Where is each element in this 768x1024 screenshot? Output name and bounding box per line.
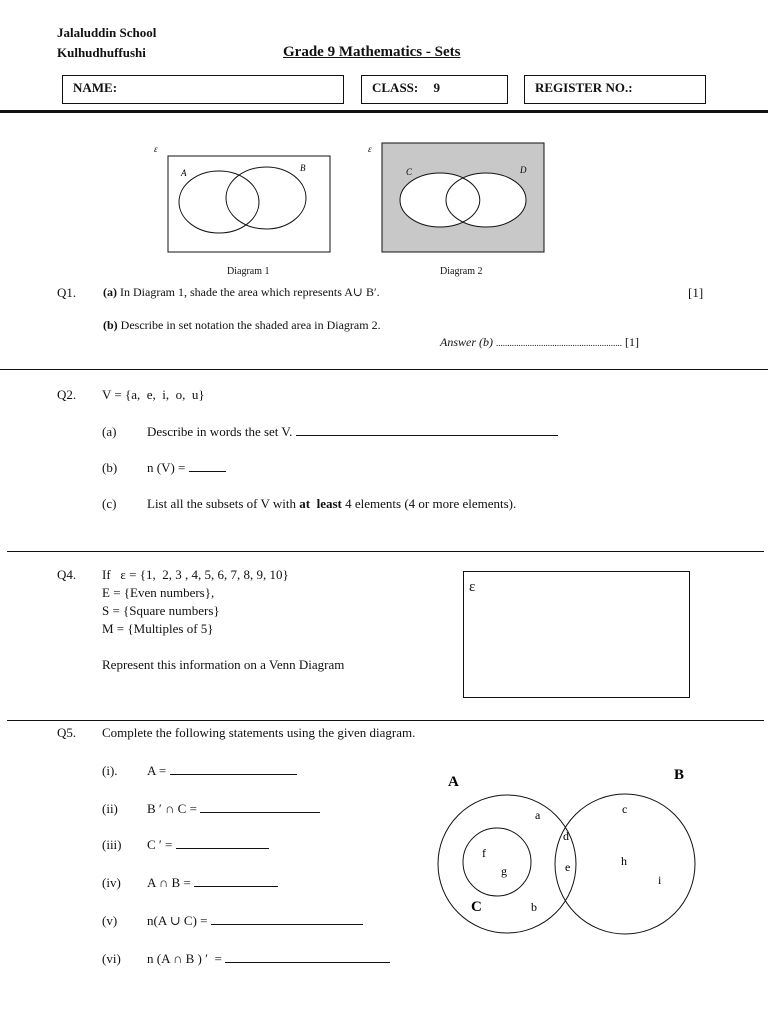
q2c-question-part2: 4 elements (4 or more elements). <box>345 496 517 511</box>
q4-set-m: M = {Multiples of 5} <box>102 621 214 636</box>
q4-divider <box>7 720 764 721</box>
q5-item-6-blank[interactable] <box>225 962 390 963</box>
q1-number: Q1. <box>57 285 77 300</box>
class-field[interactable] <box>361 75 508 104</box>
diagram-2-label-c: C <box>406 167 413 177</box>
q2a-row <box>147 424 558 440</box>
venn-element-c: c <box>622 802 628 816</box>
q2a-label: (a) <box>102 424 117 439</box>
diagram-1-universal: ε <box>154 144 158 154</box>
q5-item-6-label: (vi) <box>102 951 121 966</box>
q2-set-definition: V = {a, e, i, o, u} <box>102 387 205 402</box>
header-divider <box>0 110 768 113</box>
q1b-marks: [1] <box>625 335 639 349</box>
diagram-2 <box>364 140 554 260</box>
q5-item-3-text: C ′ = <box>147 837 173 852</box>
register-label: REGISTER NO.: <box>535 80 633 95</box>
q5-item-1-blank[interactable] <box>170 774 297 775</box>
q1b-answer-line[interactable] <box>440 335 639 350</box>
q1a-text <box>103 285 380 300</box>
q2c-question-emphasis: at least <box>299 496 342 511</box>
class-value: 9 <box>433 80 440 95</box>
q1-divider <box>0 369 768 370</box>
q1b-answer-dots: ........................................................ <box>496 338 622 348</box>
q4-set-e: E = {Even numbers}, <box>102 585 215 600</box>
q5-item-3-label: (iii) <box>102 837 122 852</box>
q2c-row <box>147 496 516 512</box>
q5-item-1-label: (i). <box>102 763 118 778</box>
q4-instruction: Represent this information on a Venn Diagram <box>102 657 345 672</box>
name-label: NAME: <box>73 80 118 95</box>
q5-item-1-text: A = <box>147 763 167 778</box>
diagram-2-caption: Diagram 2 <box>440 266 483 277</box>
q2a-question: Describe in words the set V. <box>147 424 293 439</box>
q1b-answer-label: Answer (b) <box>440 335 493 349</box>
diagram-1-label-a: A <box>181 168 187 178</box>
q4-answer-box[interactable] <box>463 571 690 698</box>
q2b-label: (b) <box>102 460 118 475</box>
q1b-label: (b) <box>103 318 118 332</box>
q5-item-4-blank[interactable] <box>194 886 278 887</box>
q5-intro: Complete the following statements using the given diagram. <box>102 725 416 740</box>
q5-item-2-label: (ii) <box>102 801 118 816</box>
venn-element-g: g <box>501 864 507 878</box>
title-main: Grade 9 Mathematics <box>283 44 423 60</box>
q2-divider <box>7 551 764 552</box>
venn-element-b: b <box>531 900 537 914</box>
q5-item-2-text: B ′ ∩ C = <box>147 801 197 816</box>
q2b-question: n (V) = <box>147 460 186 475</box>
diagram-1-label-b: B <box>300 163 306 173</box>
q5-item-4-label: (iv) <box>102 875 121 890</box>
venn-element-e: e <box>565 860 571 874</box>
q2a-answer-blank[interactable] <box>296 435 558 436</box>
diagram-1-caption: Diagram 1 <box>227 266 270 277</box>
venn-label-c: C <box>471 899 482 915</box>
q5-item-1-row <box>147 763 297 779</box>
q4-box-universal-symbol: ε <box>469 579 476 595</box>
name-field[interactable] <box>62 75 344 104</box>
diagram-2-set-d <box>446 173 526 227</box>
q5-item-4-text: A ∩ B = <box>147 875 191 890</box>
venn-element-d: d <box>563 829 569 843</box>
diagram-2-label-d: D <box>520 165 527 175</box>
q2c-label: (c) <box>102 496 117 511</box>
q5-item-2-blank[interactable] <box>200 812 320 813</box>
q5-item-6-row <box>147 951 390 967</box>
q1b-question: Describe in set notation the shaded area in Diagram 2. <box>120 318 381 332</box>
venn-label-a: A <box>448 774 459 790</box>
venn-element-a: a <box>535 808 541 822</box>
q2b-row <box>147 460 226 476</box>
venn-label-b: B <box>674 767 685 783</box>
q5-number: Q5. <box>57 725 77 740</box>
q2-number: Q2. <box>57 387 77 402</box>
q1b-text <box>103 318 381 333</box>
venn-element-h: h <box>621 854 627 868</box>
title-suffix: - Sets <box>422 44 461 60</box>
venn-element-i: i <box>658 873 662 887</box>
school-name: Jalaluddin School <box>57 25 157 40</box>
page-title <box>283 44 460 61</box>
venn-element-f: f <box>482 846 486 860</box>
q5-item-5-label: (v) <box>102 913 118 928</box>
q1a-label: (a) <box>103 285 117 299</box>
q2c-question-part1: List all the subsets of V with <box>147 496 297 511</box>
q2b-answer-blank[interactable] <box>189 471 226 472</box>
q5-item-3-row <box>147 837 269 853</box>
q5-item-5-text: n(A ∪ C) = <box>147 913 208 928</box>
venn-set-c <box>463 828 531 896</box>
q5-venn-diagram <box>430 760 720 950</box>
class-label: CLASS: <box>372 80 419 95</box>
q4-number: Q4. <box>57 567 77 582</box>
q5-item-2-row <box>147 801 320 817</box>
register-field[interactable] <box>524 75 706 104</box>
q5-item-5-blank[interactable] <box>211 924 363 925</box>
q4-universal-set: If ε = {1, 2, 3 , 4, 5, 6, 7, 8, 9, 10} <box>102 567 289 582</box>
q4-set-s: S = {Square numbers} <box>102 603 220 618</box>
q1a-marks: [1] <box>688 285 704 300</box>
q5-item-3-blank[interactable] <box>176 848 269 849</box>
q5-item-4-row <box>147 875 278 891</box>
school-location: Kulhudhuffushi <box>57 45 146 60</box>
q5-item-6-text: n (A ∩ B ) ′ = <box>147 951 222 966</box>
q5-item-5-row <box>147 913 363 929</box>
diagram-1 <box>150 140 340 260</box>
diagram-2-universal: ε <box>368 144 372 154</box>
q1a-question: In Diagram 1, shade the area which represents A∪ B′. <box>120 285 380 299</box>
